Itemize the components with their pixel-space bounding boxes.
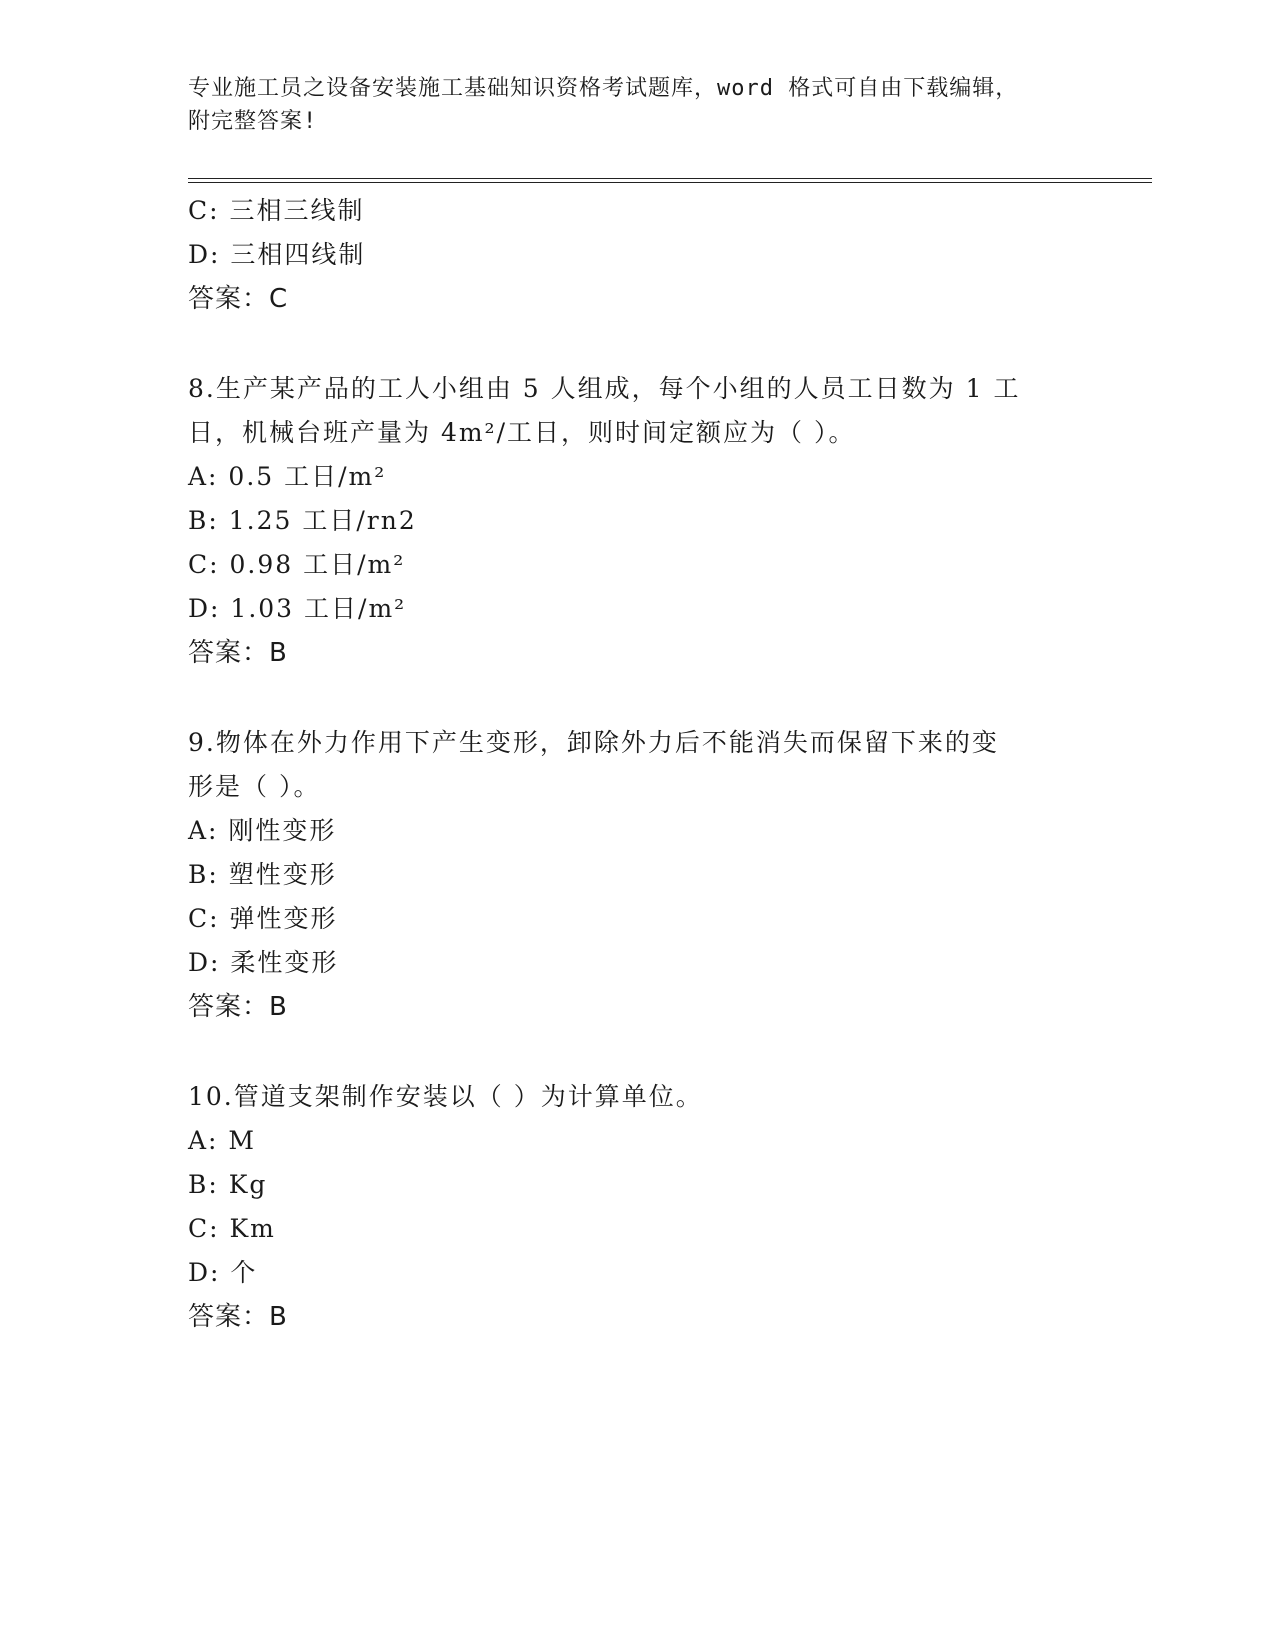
q8-answer: 答案：B	[188, 638, 288, 668]
q7-option-c: C: 三相三线制	[188, 196, 365, 225]
q9-answer: 答案：B	[188, 992, 288, 1022]
q10-option-d: D: 个	[188, 1258, 258, 1287]
q8-option-d: D: 1.03 工日/m²	[188, 594, 407, 623]
document-header	[188, 72, 1088, 138]
q10-option-c: C: Km	[188, 1214, 276, 1243]
q10-option-a: A: M	[188, 1126, 257, 1155]
header-divider-top	[188, 178, 1152, 179]
header-line-2: 附完整答案!	[188, 109, 318, 134]
q8-option-b: B: 1.25 工日/rn2	[188, 506, 417, 535]
q9-option-c: C: 弹性变形	[188, 904, 338, 933]
header-line-1: 专业施工员之设备安装施工基础知识资格考试题库，word 格式可自由下载编辑，	[188, 76, 1019, 101]
q8-stem-line-2: 日，机械台班产量为 4m²/工日，则时间定额应为（ ）。	[188, 418, 856, 447]
header-divider-bottom	[188, 182, 1152, 183]
q8-option-a: A: 0.5 工日/m²	[188, 462, 387, 491]
q9-stem-line-2: 形是（ ）。	[188, 772, 321, 801]
q10-option-b: B: Kg	[188, 1170, 268, 1199]
q7-option-d: D: 三相四线制	[188, 240, 366, 269]
q8-option-c: C: 0.98 工日/m²	[188, 550, 406, 579]
q9-option-b: B: 塑性变形	[188, 860, 337, 889]
q7-answer: 答案：C	[188, 284, 289, 314]
q10-stem-line-1: 10.管道支架制作安装以（ ）为计算单位。	[188, 1082, 703, 1111]
q8-stem-line-1: 8.生产某产品的工人小组由 5 人组成，每个小组的人员工日数为 1 工	[188, 374, 1021, 403]
q9-option-a: A: 刚性变形	[188, 816, 337, 845]
q9-option-d: D: 柔性变形	[188, 948, 339, 977]
q10-answer: 答案：B	[188, 1302, 288, 1332]
q9-stem-line-1: 9.物体在外力作用下产生变形，卸除外力后不能消失而保留下来的变	[188, 728, 999, 757]
